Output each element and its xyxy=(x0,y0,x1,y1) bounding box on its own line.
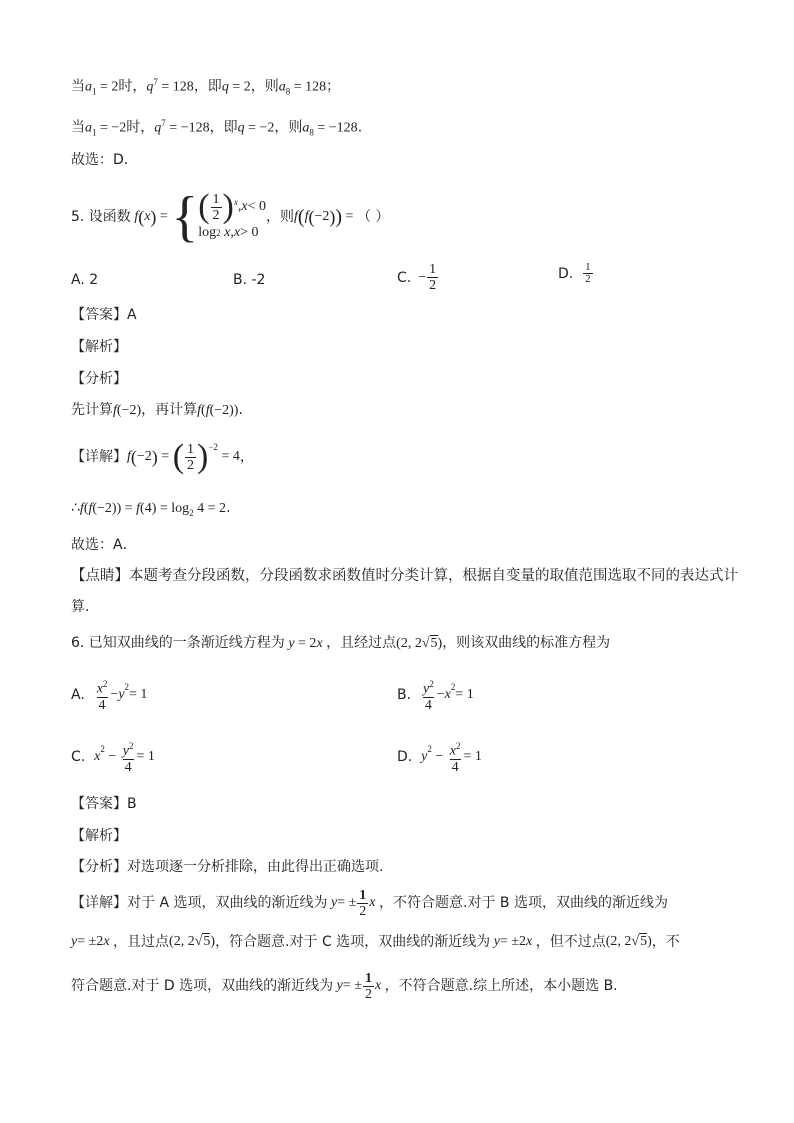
option-6a: A. $\frac{x^2}{4}$ − y $^2$ = 1 xyxy=(71,679,148,713)
fenxi-6: 【分析】对选项逐一分析排除，由此得出正确选项. xyxy=(71,859,384,875)
option-a: A. 2 xyxy=(71,272,99,288)
detail-5: 【详解】 f ( −2 ) = ( $\frac{1}{2}$ ) $^{-2}$ = 4 ， xyxy=(71,438,254,475)
question-6: 6. 已知双曲线的一条渐近线方程为 y = 2x ，且经过点(2, 2√5)，则该双曲线的标准方程为 xyxy=(71,635,611,651)
line-case-negative: 当$a_1 = -2$时，$q^7 = -128$，即q = −2，则$a_8 = -128$. xyxy=(71,118,363,138)
answer-6: 【答案】B xyxy=(71,796,137,812)
question-5: 5. 设函数 f ( x ) = { ( $\frac{1}{2}$ ) $^x$ , x < 0 log 2 x , x > 0 ，则 f ( f ( −2 ) ) = （ ） xyxy=(71,186,390,248)
analysis-5: 【解析】 xyxy=(71,339,127,355)
option-c: C. − $\frac{1}{2}$ xyxy=(397,262,437,293)
detail-5-result: ∴f(f(−2)) = $f(4) = \log_2 4 = 2$. xyxy=(71,500,231,518)
answer-choice-d: 故选：D． xyxy=(71,152,138,168)
answer-choice-a: 故选：A． xyxy=(71,537,137,553)
piecewise-cases: ( $\frac{1}{2}$ ) $^x$ , x < 0 log 2 x , x > 0 xyxy=(198,188,266,240)
detail-6-line2: y = ±2 x ，且过点 (2, 2√5) ，符合题意.对于 C 选项，双曲线的渐近线为 y = ±2 x ，但不过点 (2, 2√5) ，不 xyxy=(71,934,680,950)
detail-6-line3: 符合题意.对于 D 选项，双曲线的渐近线为 y = ± $\frac{1}{2}$ x ，不符合题意.综上所述，本小题选 B. xyxy=(71,970,618,1002)
option-d: D. $\frac{1}{2}$ xyxy=(558,261,591,285)
option-6c: C. x $^2$ − $\frac{y^2}{4}$ = 1 xyxy=(71,741,155,775)
detail-6-line1: 【详解】对于 A 选项，双曲线的渐近线为 y = ± $\frac{1}{2}$ x ，不符合题意.对于 B 选项，双曲线的渐近线为 xyxy=(71,887,668,919)
fenxi-5-text: 先计算f(−2)，再计算f(f(−2)). xyxy=(71,402,243,418)
option-6d: D. y $^2$ − $\frac{x^2}{4}$ = 1 xyxy=(397,741,482,775)
option-b: B. -2 xyxy=(233,272,266,288)
dianjing-5-line1: 【点睛】本题考查分段函数，分段函数求函数值时分类计算，根据自变量的取值范围选取不同的表达式计 xyxy=(71,568,738,584)
answer-5: 【答案】A xyxy=(71,307,137,323)
analysis-6: 【解析】 xyxy=(71,828,127,844)
fenxi-5: 【分析】 xyxy=(71,371,127,387)
option-6b: B. $\frac{y^2}{4}$ − x $^2$ = 1 xyxy=(397,679,474,713)
dianjing-5-line2: 算． xyxy=(71,599,99,615)
line-case-positive: 当$a_1 = 2$时，$q^7 = 128$，即q = 2，则$a_8 = 128$； xyxy=(71,77,341,97)
